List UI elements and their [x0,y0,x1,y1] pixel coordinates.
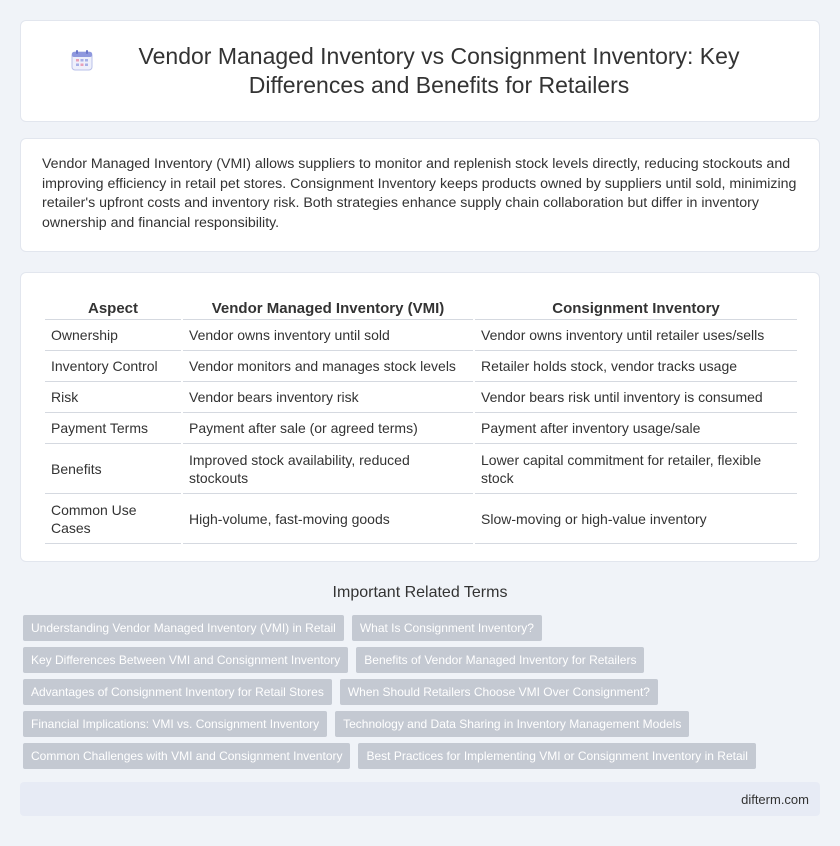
aspect-cell: Common Use Cases [45,494,181,544]
calendar-icon [70,48,94,72]
aspect-cell: Benefits [45,444,181,494]
table-header-row [45,295,797,320]
aspect-cell: Inventory Control [45,351,181,382]
header-card [20,20,820,122]
table-row [45,413,797,444]
related-term-link[interactable]: What Is Consignment Inventory? [352,615,542,641]
tag-row [23,711,823,737]
consignment-cell: Retailer holds stock, vendor tracks usage [475,351,797,382]
related-terms-list [23,615,823,775]
consignment-cell: Slow-moving or high-value inventory [475,494,797,544]
consignment-cell: Vendor owns inventory until retailer uses/sells [475,320,797,351]
table-row [45,382,797,413]
comparison-table-card [20,272,820,562]
vmi-cell: Payment after sale (or agreed terms) [183,413,473,444]
table-row [45,320,797,351]
related-term-link[interactable]: Financial Implications: VMI vs. Consignment Inventory [23,711,327,737]
vmi-cell: High-volume, fast-moving goods [183,494,473,544]
footer [20,782,820,816]
related-term-link[interactable]: Benefits of Vendor Managed Inventory for Retailers [356,647,644,673]
tag-row [23,743,823,769]
related-term-link[interactable]: Common Challenges with VMI and Consignment Inventory [23,743,350,769]
related-term-link[interactable]: Key Differences Between VMI and Consignment Inventory [23,647,348,673]
footer-site-link[interactable]: difterm.com [741,792,809,807]
column-header-aspect: Aspect [45,295,181,320]
vmi-cell: Improved stock availability, reduced stockouts [183,444,473,494]
tag-row [23,615,823,641]
comparison-table [43,295,799,544]
related-terms-title: Important Related Terms [332,584,508,601]
related-term-link[interactable]: Best Practices for Implementing VMI or Consignment Inventory in Retail [358,743,756,769]
related-term-link[interactable]: Technology and Data Sharing in Inventory Management Models [335,711,689,737]
related-term-link[interactable]: Understanding Vendor Managed Inventory (VMI) in Retail [23,615,344,641]
tag-row [23,647,823,673]
consignment-cell: Payment after inventory usage/sale [475,413,797,444]
aspect-cell: Ownership [45,320,181,351]
aspect-cell: Payment Terms [45,413,181,444]
vmi-cell: Vendor owns inventory until sold [183,320,473,351]
column-header-vmi: Vendor Managed Inventory (VMI) [183,295,473,320]
vmi-cell: Vendor bears inventory risk [183,382,473,413]
title-wrap [70,42,770,100]
aspect-cell: Risk [45,382,181,413]
page-title: Vendor Managed Inventory vs Consignment Inventory: Key Differences and Benefits for Retailers [138,43,740,98]
table-row [45,494,797,544]
vmi-cell: Vendor monitors and manages stock levels [183,351,473,382]
consignment-cell: Vendor bears risk until inventory is consumed [475,382,797,413]
table-row [45,351,797,382]
consignment-cell: Lower capital commitment for retailer, flexible stock [475,444,797,494]
intro-card [20,138,820,252]
related-term-link[interactable]: When Should Retailers Choose VMI Over Consignment? [340,679,658,705]
tag-row [23,679,823,705]
table-row [45,444,797,494]
column-header-consignment: Consignment Inventory [475,295,797,320]
intro-text: Vendor Managed Inventory (VMI) allows suppliers to monitor and replenish stock levels directly, reducing stockouts and improving efficiency in retail pet stores. Consignment Inventory keeps products owned by suppliers until sold, minimizing retailer's upfront costs and inventory risk. Both strategies enhance supply chain collaboration but differ in inventory ownership and financial responsibility. [42,156,797,231]
related-term-link[interactable]: Advantages of Consignment Inventory for Retail Stores [23,679,332,705]
